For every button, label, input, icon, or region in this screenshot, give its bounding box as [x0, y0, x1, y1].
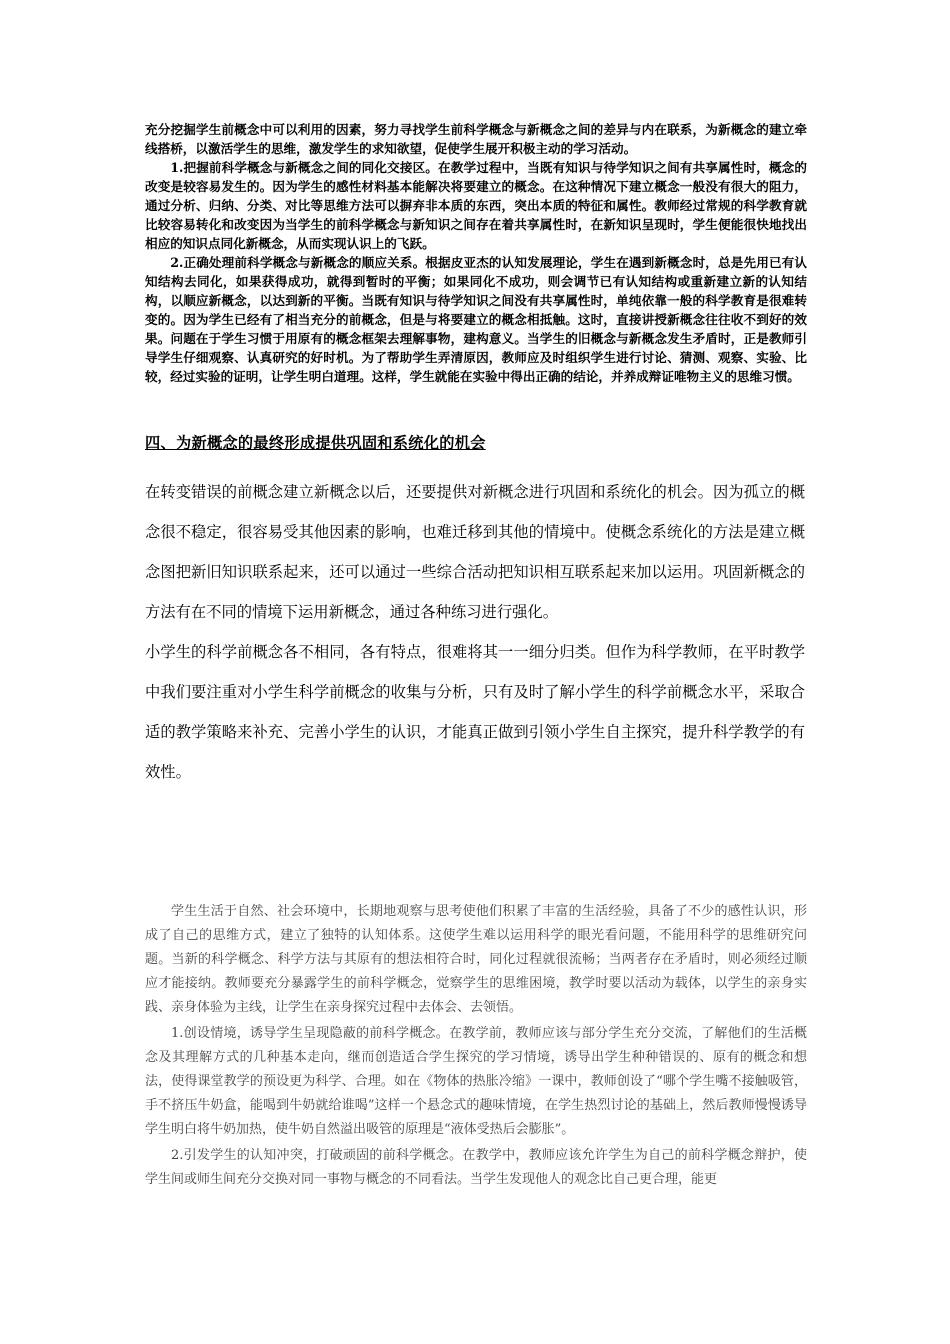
paragraph: 在转变错误的前概念建立新概念以后，还要提供对新概念进行巩固和系统化的机会。因为孤立的概念很不稳定，很容易受其他因素的影响，也难迁移到其他的情境中。使概念系统化的方法是建立概念图把新旧知识联系起来，还可以通过一些综合活动把知识相互联系起来加以运用。巩固新概念的方法有在不同的情境下运用新概念，通过各种练习进行强化。 — [145, 483, 805, 621]
paragraph: 1.创设情境，诱导学生呈现隐蔽的前科学概念。在教学前，教师应该与部分学生充分交流，了解他们的生活概念及其理解方式的几种基本走向，继而创造适合学生探究的学习情境，诱导出学生种种错误的、原有的概念和想法，使得课堂教学的预设更为科学、合理。如在《物体的热胀冷缩》一课中，教师创设了“哪个学生嘴不接触吸管，手不挤压牛奶盒，能喝到牛奶就给谁喝”这样一个悬念式的趣味情境，在学生热烈讨论的基础上，然后教师慢慢诱导学生明白将牛奶加热，使牛奶自然溢出吸管的原理是“液体受热后会膨胀”。 — [145, 1026, 807, 1137]
gray-text-section — [145, 900, 807, 1192]
paragraph: 学生生活于自然、社会环境中，长期地观察与思考使他们积累了丰富的生活经验，具备了不少的感性认识，形成了自己的思维方式，建立了独特的认知体系。这使学生难以运用科学的眼光看问题，不能用科学的思维研究问题。当新的科学概念、科学方法与其原有的想法相符合时，同化过程就很流畅；当两者存在矛盾时，则必须经过顺应才能接纳。教师要充分暴露学生的前科学概念，觉察学生的思维困境，教学时要以活动为载体，以学生的亲身实践、亲身体验为主线，让学生在亲身探究过程中去体会、去领悟。 — [145, 904, 807, 1015]
paragraph: 小学生的科学前概念各不相同，各有特点，很难将其一一细分归类。但作为科学教师，在平时教学中我们要注重对小学生科学前概念的收集与分析，只有及时了解小学生的科学前概念水平，采取合适的教学策略来补充、完善小学生的认识，才能真正做到引领小学生自主探究，提升科学教学的有效性。 — [145, 643, 805, 781]
body-text-section — [145, 472, 805, 792]
paragraph: 1.把握前科学概念与新概念之间的同化交接区。在教学过程中，当既有知识与待学知识之间有共享属性时，概念的改变是较容易发生的。因为学生的感性材料基本能解决将要建立的概念。在这种情况下建立概念一般没有很大的阻力，通过分析、归纳、分类、对比等思维方法可以摒弃非本质的东西，突出本质的特征和属性。教师经过常规的科学教育就比较容易转化和改变因为当学生的前科学概念与新知识之间存在着共享属性时，在新知识呈现时，学生便能很快地找出相应的知识点同化新概念，从而实现认识上的飞跃。 — [145, 160, 807, 251]
paragraph: 充分挖掘学生前概念中可以利用的因素，努力寻找学生前科学概念与新概念之间的差异与内在联系，为新概念的建立牵线搭桥，以激活学生的思维，激发学生的求知欲望，促使学生展开积极主动的学习活动。 — [145, 122, 807, 156]
paragraph: 2.正确处理前科学概念与新概念的顺应关系。根据皮亚杰的认知发展理论，学生在遇到新概念时，总是先用已有认知结构去同化，如果获得成功，就得到暂时的平衡；如果同化不成功，则会调节已有认知结构或重新建立新的认知结构，以顺应新概念，以达到新的平衡。当既有知识与待学知识之间没有共享属性时，单纯依靠一般的科学教育是很难转变的。因为学生已经有了相当充分的前概念，但是与将要建立的概念相抵触。这时，直接讲授新概念往往收不到好的效果。问题在于学生习惯于用原有的概念框架去理解事物，建构意义。当学生的旧概念与新概念发生矛盾时，正是教师引导学生仔细观察、认真研究的好时机。为了帮助学生弄清原因，教师应及时组织学生进行讨论、猜测、观察、实验、比较，经过实验的证明，让学生明白道理。这样，学生就能在实验中得出正确的结论，并养成辩证唯物主义的思维习惯。 — [145, 255, 807, 384]
section-heading: 四、为新概念的最终形成提供巩固和系统化的机会 — [145, 434, 486, 452]
paragraph: 2.引发学生的认知冲突，打破顽固的前科学概念。在教学中，教师应该允许学生为自己的前科学概念辩护，使学生间或师生间充分交换对同一事物与概念的不同看法。当学生发现他人的观念比自己更合理，能更 — [145, 1148, 807, 1187]
bold-text-section — [145, 120, 807, 386]
